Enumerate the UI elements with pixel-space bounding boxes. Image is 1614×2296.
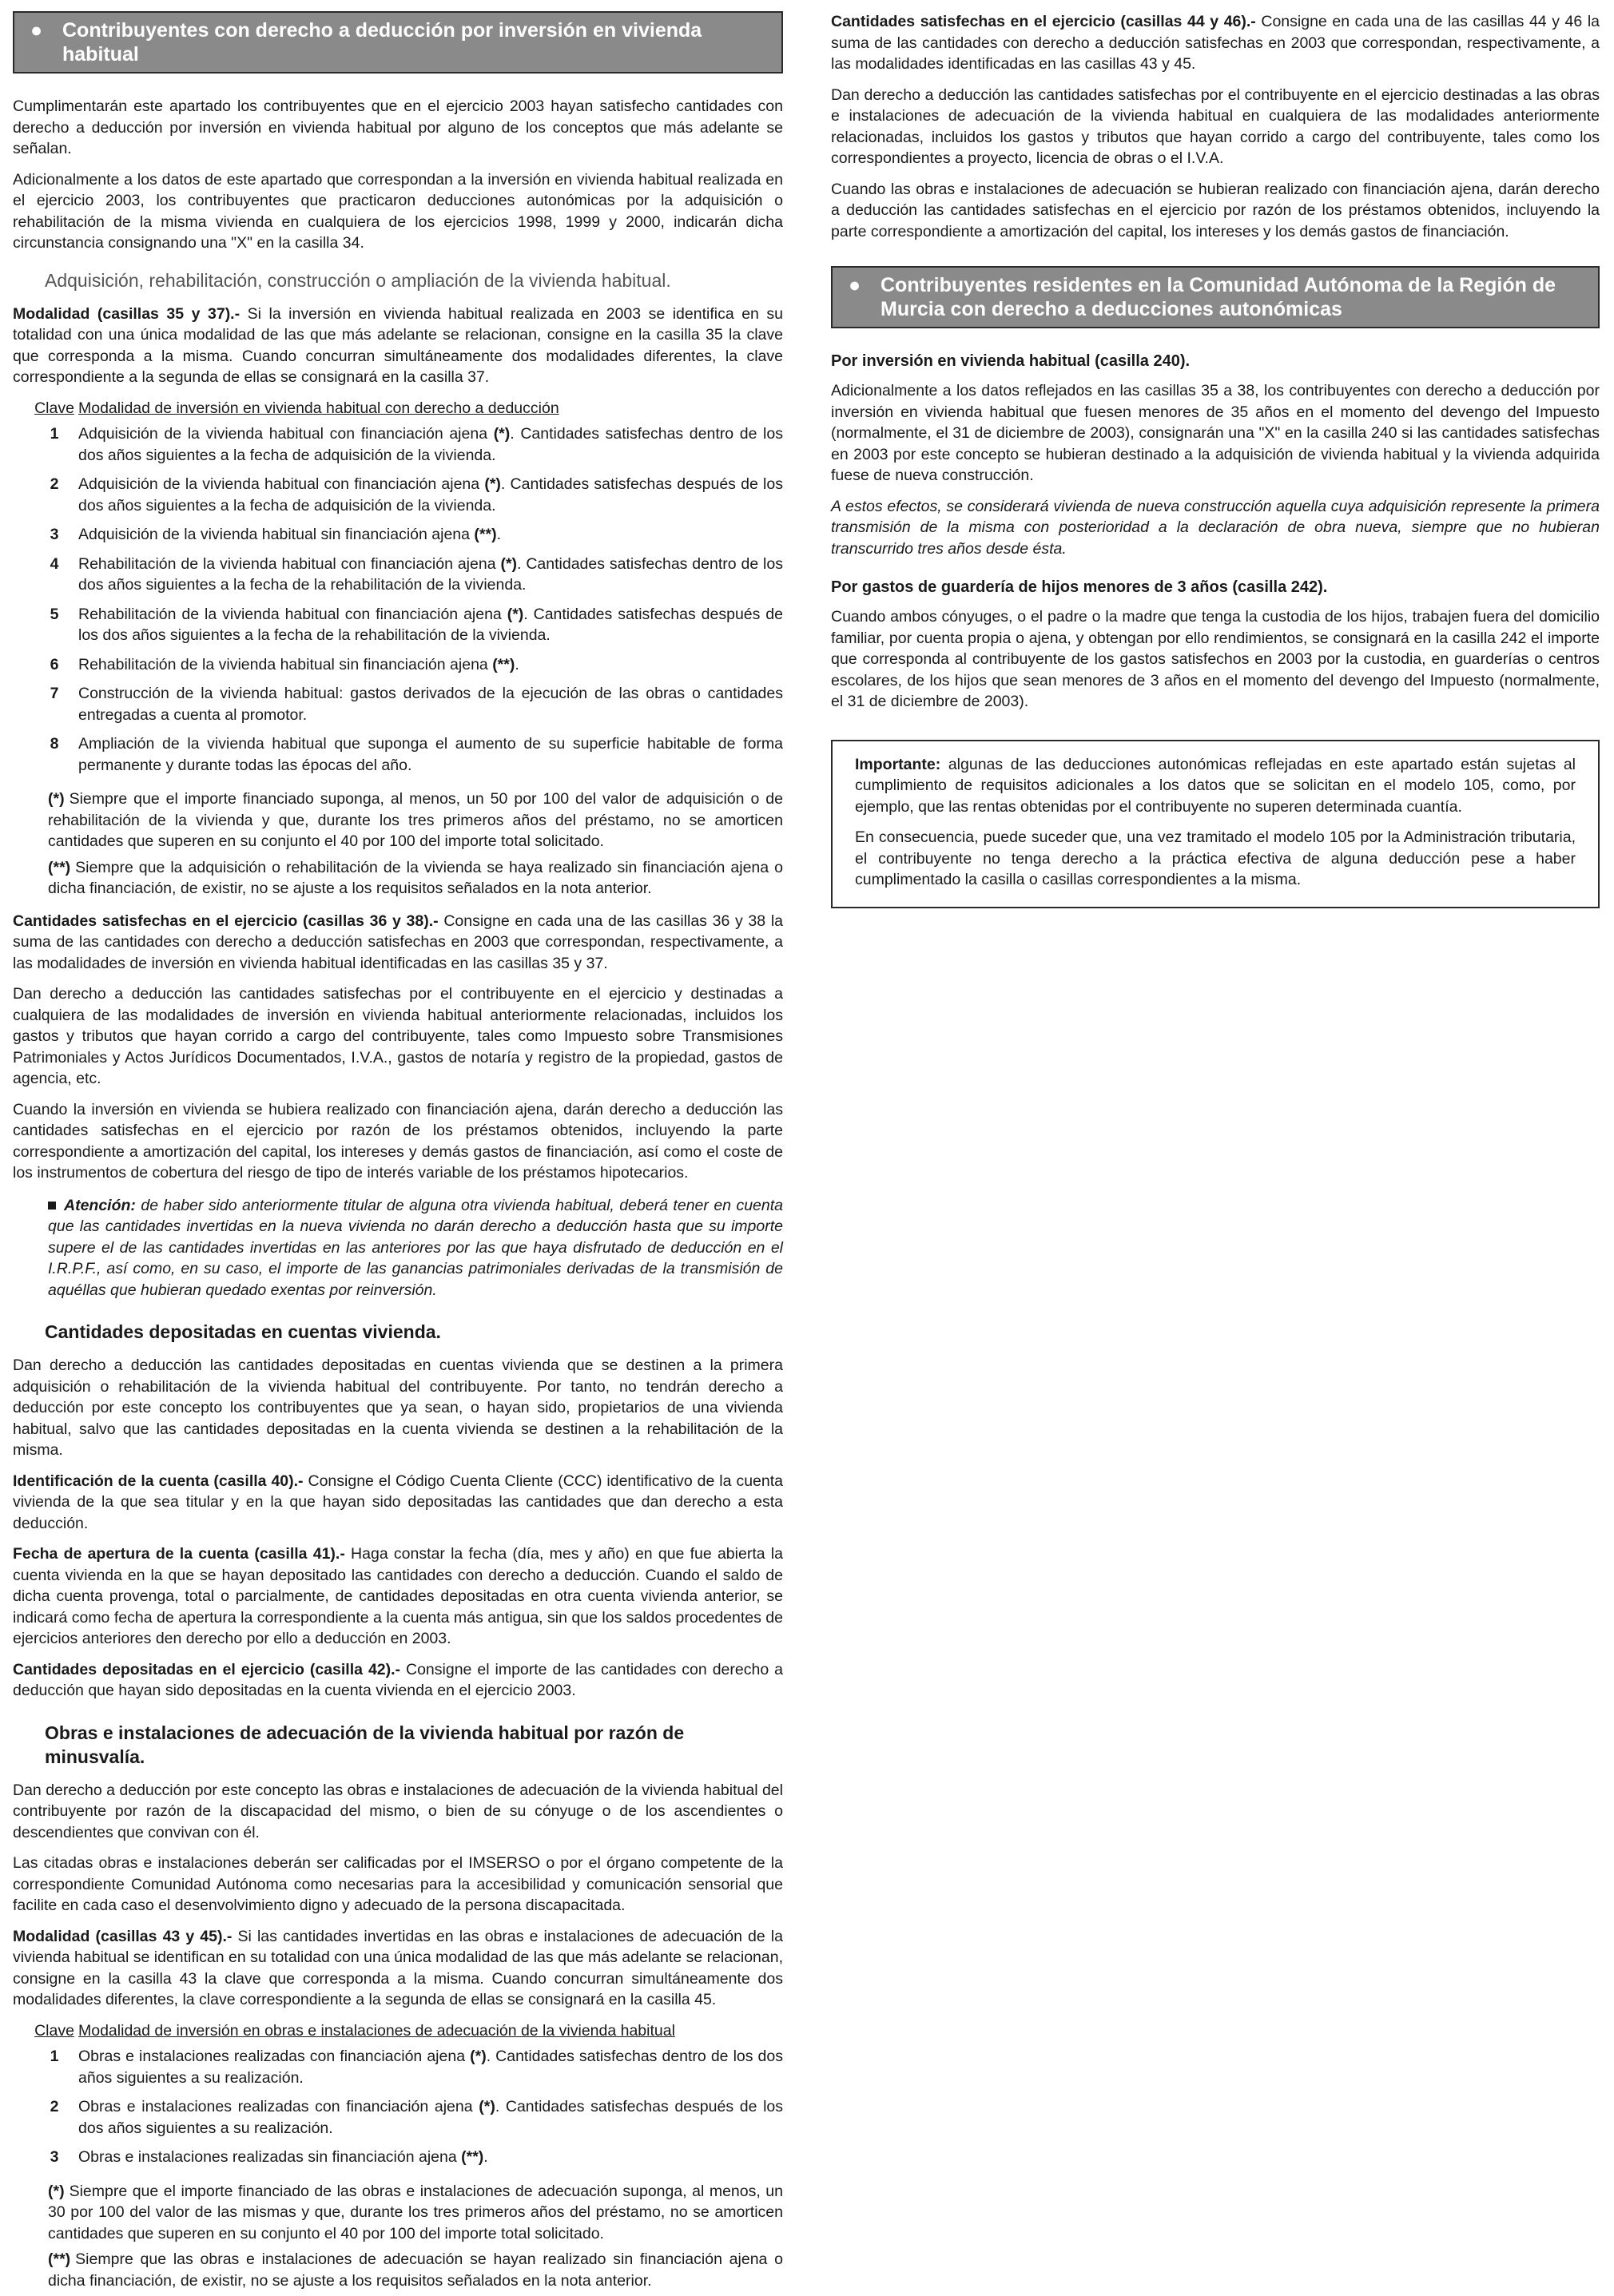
row-text-continued: . Cantidades satisfechas dentro de los dos años siguientes a su realización. [78, 2048, 783, 2087]
table-row [30, 654, 783, 684]
row-key: 5 [50, 605, 59, 623]
footnote-marker: (**) [48, 2250, 71, 2268]
identificacion-lead: Identificación de la cuenta (casilla 40).- [13, 1472, 304, 1490]
table-row [30, 604, 783, 654]
row-text-continued: . Cantidades satisfechas después de los dos años siguientes a la fecha de la rehabilitación de la vivienda. [78, 605, 783, 644]
row-footnote-marker: (*) [479, 2098, 495, 2115]
fecha-apertura-lead: Fecha de apertura de la cuenta (casilla 41).- [13, 1545, 345, 1563]
row-key: 8 [50, 735, 59, 753]
footnote-marker: (*) [48, 2182, 65, 2200]
footnote-double-star [48, 857, 783, 900]
row-footnote-marker: (*) [500, 554, 518, 573]
row-text: Adquisición de la vivienda habitual con financiación ajena [78, 425, 494, 443]
row-text: Rehabilitación de la vivienda habitual con financiación ajena [78, 554, 501, 573]
row-key: 1 [50, 2048, 59, 2065]
table-row [30, 554, 783, 604]
row-key: 3 [50, 526, 59, 543]
footnote-text: Siempre que el importe financiado suponga, al menos, un 50 por 100 del valor de adquisición o de rehabilitación de la vivienda y que, durante los tres primeros años del préstamo, no se amorticen cantidades que superen en su conjunto el 40 por 100 del importe total solicitado. [48, 790, 783, 850]
cantidades-lead: Cantidades satisfechas en el ejercicio (casillas 36 y 38).- [13, 912, 439, 930]
row-description [78, 2147, 783, 2176]
row-key: 1 [50, 425, 59, 443]
row-text: Adquisición de la vivienda habitual sin financiación ajena [78, 526, 475, 543]
subsection-title-adquisicion: Adquisición, rehabilitación, construcción o ampliación de la vivienda habitual. [45, 269, 671, 291]
table-row [30, 2147, 783, 2176]
depositadas-paragraph [13, 1659, 783, 1702]
row-description [78, 524, 783, 554]
footnote-marker: (*) [48, 790, 65, 808]
row-text-continued: . Cantidades satisfechas dentro de los dos años siguientes a la fecha de la rehabilitación de la vivienda. [78, 554, 783, 594]
section-header-vivienda [13, 11, 783, 73]
row-text: Adquisición de la vivienda habitual con financiación ajena [78, 475, 485, 493]
table-header-desc: Modalidad de inversión en vivienda habitual con derecho a deducción [78, 399, 559, 417]
row-text: Ampliación de la vivienda habitual que suponga el aumento de su superficie habitable de forma permanente y durante todas las épocas del año. [78, 735, 783, 774]
bullet-icon: ● [849, 274, 861, 296]
identificacion-paragraph [13, 1471, 783, 1535]
cantidades-44-46-text: Consigne en cada una de las casillas 44 y 46 la suma de las cantidades con derecho a deducción satisfechas en 2003 que correspondan, respectivamente, a las modalidades identificadas en las casillas 43 y 45. [831, 13, 1600, 73]
subsection-title-cuentas-vivienda: Cantidades depositadas en cuentas vivienda. [45, 1321, 441, 1342]
intro-paragraph-1: Cumplimentarán este apartado los contribuyentes que en el ejercicio 2003 hayan satisfecho cantidades con derecho a deducción por inversión en vivienda habitual por alguno de los conceptos que más adelante se señalan. [13, 97, 783, 157]
attention-square-icon [48, 1202, 56, 1210]
modalidad-table-body [30, 423, 783, 784]
row-key: 7 [50, 685, 59, 702]
modalidad-text: Si la inversión en vivienda habitual realizada en 2003 se identifica en su totalidad con una única modalidad de las que más adelante se relacionan, consigne en la casilla 35 la clave que corresponda a la misma. Cuando concurran simultáneamente dos modalidades diferentes, la clave correspondiente a la segunda de ellas se consignará en la casilla 37. [13, 304, 784, 386]
table-row [30, 2096, 783, 2147]
intro-paragraph-2: Adicionalmente a los datos de este apartado que correspondan a la inversión en vivienda habitual realizada en el ejercicio 2003, los contribuyentes que practicaron deducciones autonómicas por la adquisición o rehabilitación de la misma vivienda en cualquiera de los ejercicios 1998, 1999 y 2000, indicarán dicha circunstancia consignando una "X" en la casilla 34. [13, 170, 783, 252]
footnote-text: Siempre que las obras e instalaciones de adecuación se hayan realizado sin financiación ajena o dicha financiación, de existir, no se ajuste a los requisitos señalados en la nota anterior. [48, 2250, 783, 2290]
table-header-key: Clave [34, 399, 74, 417]
guarderia-242-paragraph: Cuando ambos cónyuges, o el padre o la madre que tenga la custodia de los hijos, trabajen fuera del domicilio familiar, por cuenta propia o ajena, y obtengan por ello rendimientos, se consignará en la casilla 242 el importe que corresponda al contribuyente de los gastos satisfechos en 2003 por la custodia, en guarderías o centros escolares, de los hijos que sean menores de 3 años en el momento del devengo del Impuesto (normalmente, el 31 de diciembre de 2003). [831, 608, 1600, 710]
row-description [78, 423, 783, 474]
modalidad-43-45-paragraph [13, 1926, 783, 2011]
row-description [78, 654, 783, 684]
row-text-continued: . Cantidades satisfechas dentro de los dos años siguientes a la fecha de adquisición de la vivienda. [78, 425, 783, 464]
row-footnote-marker: (*) [470, 2048, 487, 2065]
row-footnote-marker: (*) [484, 475, 501, 493]
cantidades-44-46-lead: Cantidades satisfechas en el ejercicio (casillas 44 y 46).- [831, 13, 1256, 30]
table-header-key: Clave [34, 2021, 74, 2040]
cantidades-44-46-paragraph-3: Cuando las obras e instalaciones de adecuación se hubieran realizado con financiación ajena, darán derecho a deducción las cantidades satisfechas en el ejercicio por razón de los préstamos obtenidos, incluyendo la parte correspondiente a amortización del capital, los intereses y los demás gastos de financiación. [831, 180, 1600, 240]
row-text: Obras e instalaciones realizadas sin financiación ajena [78, 2148, 462, 2166]
depositadas-text: Consigne el importe de las cantidades con derecho a deducción que hayan sido depositadas en la cuenta vivienda en el ejercicio 2003. [13, 1660, 783, 1699]
guarderia-242-title: Por gastos de guardería de hijos menores de 3 años (casilla 242). [831, 578, 1328, 596]
cantidades-paragraph-3: Cuando la inversión en vivienda se hubiera realizado con financiación ajena, darán derecho a deducción las cantidades satisfechas en el ejercicio por razón de los préstamos obtenidos, incluyendo la parte correspondiente a amortización del capital, los intereses y demás gastos de financiación, así como el coste de los instrumentos de cobertura del riesgo de tipo de interés variable de los préstamos hipotecarios. [13, 1100, 783, 1182]
footnote-single-star [48, 2181, 783, 2245]
modalidad-table [30, 398, 783, 785]
row-footnote-marker: (**) [492, 655, 515, 673]
cantidades-text: Consigne en cada una de las casillas 36 y 38 la suma de las cantidades con derecho a deducción satisfechas en 2003 que correspondan, respectivamente, a las modalidades de inversión en vivienda habitual identificadas en las casillas 35 y 37. [13, 912, 783, 972]
footnote-text: Siempre que el importe financiado de las obras e instalaciones de adecuación suponga, al menos, un 30 por 100 del valor de las mismas y que, durante los tres primeros años del préstamo, no se amorticen cantidades que superen en su conjunto el 40 por 100 del importe total solicitado. [48, 2182, 783, 2242]
row-description [78, 604, 783, 654]
row-footnote-marker: (*) [507, 605, 524, 623]
right-column [831, 11, 1600, 908]
obras-table-body [30, 2046, 783, 2176]
row-description [78, 733, 783, 784]
inversion-240-paragraph-1: Adicionalmente a los datos reflejados en las casillas 35 a 38, los contribuyentes con derecho a deducción por inversión en vivienda habitual que fuesen menores de 35 años en el momento del devengo del Impuesto (normalmente, el 31 de diciembre de 2003), consignarán una "X" en la casilla 240 si las cantidades satisfechas en 2003 por este concepto se hubieran destinado a la adquisición de vivienda habitual y la vivienda adquirida fuese de nueva construcción. [831, 382, 1600, 484]
row-text: Rehabilitación de la vivienda habitual sin financiación ajena [78, 655, 493, 673]
footnote-single-star [48, 789, 783, 852]
left-column [13, 11, 783, 2296]
row-text: Obras e instalaciones realizadas con financiación ajena [78, 2098, 479, 2115]
identificacion-text: Consigne el Código Cuenta Cliente (CCC) identificativo de la cuenta vivienda de la que sea titular y en la que hayan sido depositadas las cantidades que dan derecho a esta deducción. [13, 1472, 783, 1532]
table-row [30, 423, 783, 474]
row-text-continued: . [483, 2148, 488, 2166]
row-text: Obras e instalaciones realizadas con financiación ajena [78, 2048, 471, 2065]
table-header-desc: Modalidad de inversión en obras e instalaciones de adecuación de la vivienda habitual [78, 2021, 675, 2040]
subsection-title-obras-minusvalia: Obras e instalaciones de adecuación de la vivienda habitual por razón de minusvalía. [45, 1722, 685, 1767]
cuentas-paragraph-1: Dan derecho a deducción las cantidades depositadas en cuentas vivienda que se destinen a la primera adquisición o rehabilitación de la vivienda habitual del contribuyente. Por tanto, no tendrán derecho a deducción por este concepto los contribuyentes que ya sean, o hayan sido, propietarios de una vivienda habitual, salvo que las cantidades depositadas en la cuenta vivienda se destinen a la rehabilitación de la misma. [13, 1357, 783, 1459]
row-footnote-marker: (**) [474, 526, 497, 543]
bullet-icon: ● [30, 19, 43, 42]
obras-paragraph-2: Las citadas obras e instalaciones deberán ser calificadas por el IMSERSO o por el órgano competente de la correspondiente Comunidad Autónoma como necesarias para la accesibilidad y comunicación sensorial que facilite en cada caso el desenvolvimiento digno y adecuado de la persona discapacitada. [13, 1854, 783, 1914]
cantidades-36-38-paragraph [13, 911, 783, 975]
table-header-row [30, 398, 783, 424]
row-description [78, 474, 783, 524]
important-lead: Importante: [855, 755, 941, 773]
row-description [78, 683, 783, 733]
row-key: 2 [50, 475, 59, 493]
footnote-double-star [48, 2249, 783, 2291]
modalidad-lead: Modalidad (casillas 35 y 37).- [13, 304, 241, 323]
row-text-continued: . Cantidades satisfechas después de los dos años siguientes a su realización. [78, 2098, 783, 2137]
modalidad-43-45-text: Si las cantidades invertidas en las obras e instalaciones de adecuación de la vivienda habitual se identifican en su totalidad con una única modalidad de las que más adelante se relacionan, consigne en la casilla 43 la clave que corresponda a la misma. Cuando concurran simultáneamente dos modalidades diferentes, la clave correspondiente a la segunda de ellas se consignará en la casilla 45. [13, 1927, 783, 2008]
row-footnote-marker: (*) [493, 425, 511, 443]
footnote-text: Siempre que la adquisición o rehabilitación de la vivienda se haya realizado sin financiación ajena o dicha financiación, de existir, no se ajuste a los requisitos señalados en la nota anterior. [48, 858, 783, 897]
inversion-240-title: Por inversión en vivienda habitual (casilla 240). [831, 352, 1191, 370]
footnote-marker: (**) [48, 858, 71, 876]
row-key: 4 [50, 554, 59, 573]
row-text-continued: . [515, 655, 519, 673]
important-paragraph-2: En consecuencia, puede suceder que, una vez tramitado el modelo 105 por la Administración tributaria, el contribuyente no tenga derecho a la práctica efectiva de alguna deducción pese a haber cumplimentado la casilla o casillas correspondientes a la misma. [855, 828, 1576, 888]
cantidades-44-46-paragraph [831, 11, 1600, 75]
obras-paragraph-1: Dan derecho a deducción por este concepto las obras e instalaciones de adecuación de la vivienda habitual del contribuyente por razón de la discapacidad del mismo, o bien de su cónyuge o de los ascendientes o descendientes que convivan con él. [13, 1781, 783, 1841]
row-footnote-marker: (**) [461, 2148, 484, 2166]
table-row [30, 524, 783, 554]
important-notice-box [831, 740, 1600, 908]
modalidad-paragraph [13, 304, 783, 388]
cantidades-44-46-paragraph-2: Dan derecho a deducción las cantidades satisfechas por el contribuyente en el ejercicio destinadas a las obras e instalaciones de adecuación de la vivienda habitual en cualquiera de las modalidades anteriormente relacionadas, incluidos los gastos y tributos que hayan corrido a cargo del contribuyente, tales como los correspondientes a proyecto, licencia de obras o el I.V.A. [831, 85, 1600, 167]
table-row [30, 683, 783, 733]
section-header-text: Contribuyentes con derecho a deducción por inversión en vivienda habitual [62, 19, 702, 66]
row-text-continued: . Cantidades satisfechas después de los dos años siguientes a la fecha de adquisición de la vivienda. [78, 475, 783, 514]
section-header-murcia [831, 266, 1600, 328]
table-row [30, 474, 783, 524]
important-paragraph-1 [855, 754, 1576, 818]
row-key: 6 [50, 655, 59, 673]
row-key: 2 [50, 2098, 59, 2115]
row-key: 3 [50, 2148, 59, 2166]
row-description [78, 554, 783, 604]
attention-text: de haber sido anteriormente titular de alguna otra vivienda habitual, deberá tener en cuenta que las cantidades invertidas en la nueva vivienda no darán derecho a deducción hasta que su importe supere el de las cantidades invertidas en las anteriores por las que haya disfrutado de deducción en el I.R.P.F., así como, en su caso, el importe de las ganancias patrimoniales derivadas de la transmisión de aquéllas que hubieran quedado exentas por reinversión. [48, 1196, 783, 1299]
row-text: Rehabilitación de la vivienda habitual con financiación ajena [78, 605, 507, 623]
row-description [78, 2046, 783, 2096]
fecha-apertura-text: Haga constar la fecha (día, mes y año) en que fue abierta la cuenta vivienda en la que se hayan depositado las cantidades con derecho a deducción. Cuando el saldo de dicha cuenta provenga, total o parcialmente, de cantidades depositadas en otra cuenta vivienda anterior, se indicará como fecha de apertura la correspondiente a la cuenta más antigua, sin que los saldos procedentes de ejercicios anteriores den derecho por ello a deducción en 2003. [13, 1545, 783, 1647]
obras-modalidad-table [30, 2020, 783, 2176]
depositadas-lead: Cantidades depositadas en el ejercicio (casilla 42).- [13, 1660, 401, 1678]
modalidad-43-45-lead: Modalidad (casillas 43 y 45).- [13, 1927, 233, 1945]
table-row [30, 733, 783, 784]
attention-lead: Atención: [64, 1196, 136, 1214]
table-row [30, 2046, 783, 2096]
table-header-row [30, 2020, 783, 2047]
cantidades-paragraph-2: Dan derecho a deducción las cantidades satisfechas por el contribuyente en el ejercicio y destinadas a cualquiera de las modalidades de inversión en vivienda habitual anteriormente relacionadas, incluidos los gastos y tributos que hayan corrido a cargo del contribuyente, tales como Impuesto sobre Transmisiones Patrimoniales y Actos Jurídicos Documentados, I.V.A., gastos de notaría y registro de la propiedad, gastos de agencia, etc. [13, 985, 783, 1087]
fecha-apertura-paragraph [13, 1543, 783, 1650]
section-header-text: Contribuyentes residentes en la Comunidad Autónoma de la Región de Murcia con derecho a deducciones autonómicas [881, 274, 1556, 320]
important-text: algunas de las deducciones autonómicas reflejadas en este apartado están sujetas al cumplimiento de requisitos adicionales a los datos que se solicitan en el modelo 105, como, por ejemplo, que las rentas obtenidas por el contribuyente no superen determinada cuantía. [855, 755, 1576, 816]
row-description [78, 2096, 783, 2147]
attention-note [48, 1195, 783, 1301]
row-text: Construcción de la vivienda habitual: gastos derivados de la ejecución de las obras o cantidades entregadas a cuenta al promotor. [78, 685, 783, 724]
row-text-continued: . [496, 526, 502, 543]
inversion-240-paragraph-2: A estos efectos, se considerará vivienda de nueva construcción aquella cuya adquisición represente la primera transmisión de la misma con posterioridad a la declaración de obra nueva, siempre que no hubieran transcurrido tres años desde ésta. [831, 497, 1600, 558]
